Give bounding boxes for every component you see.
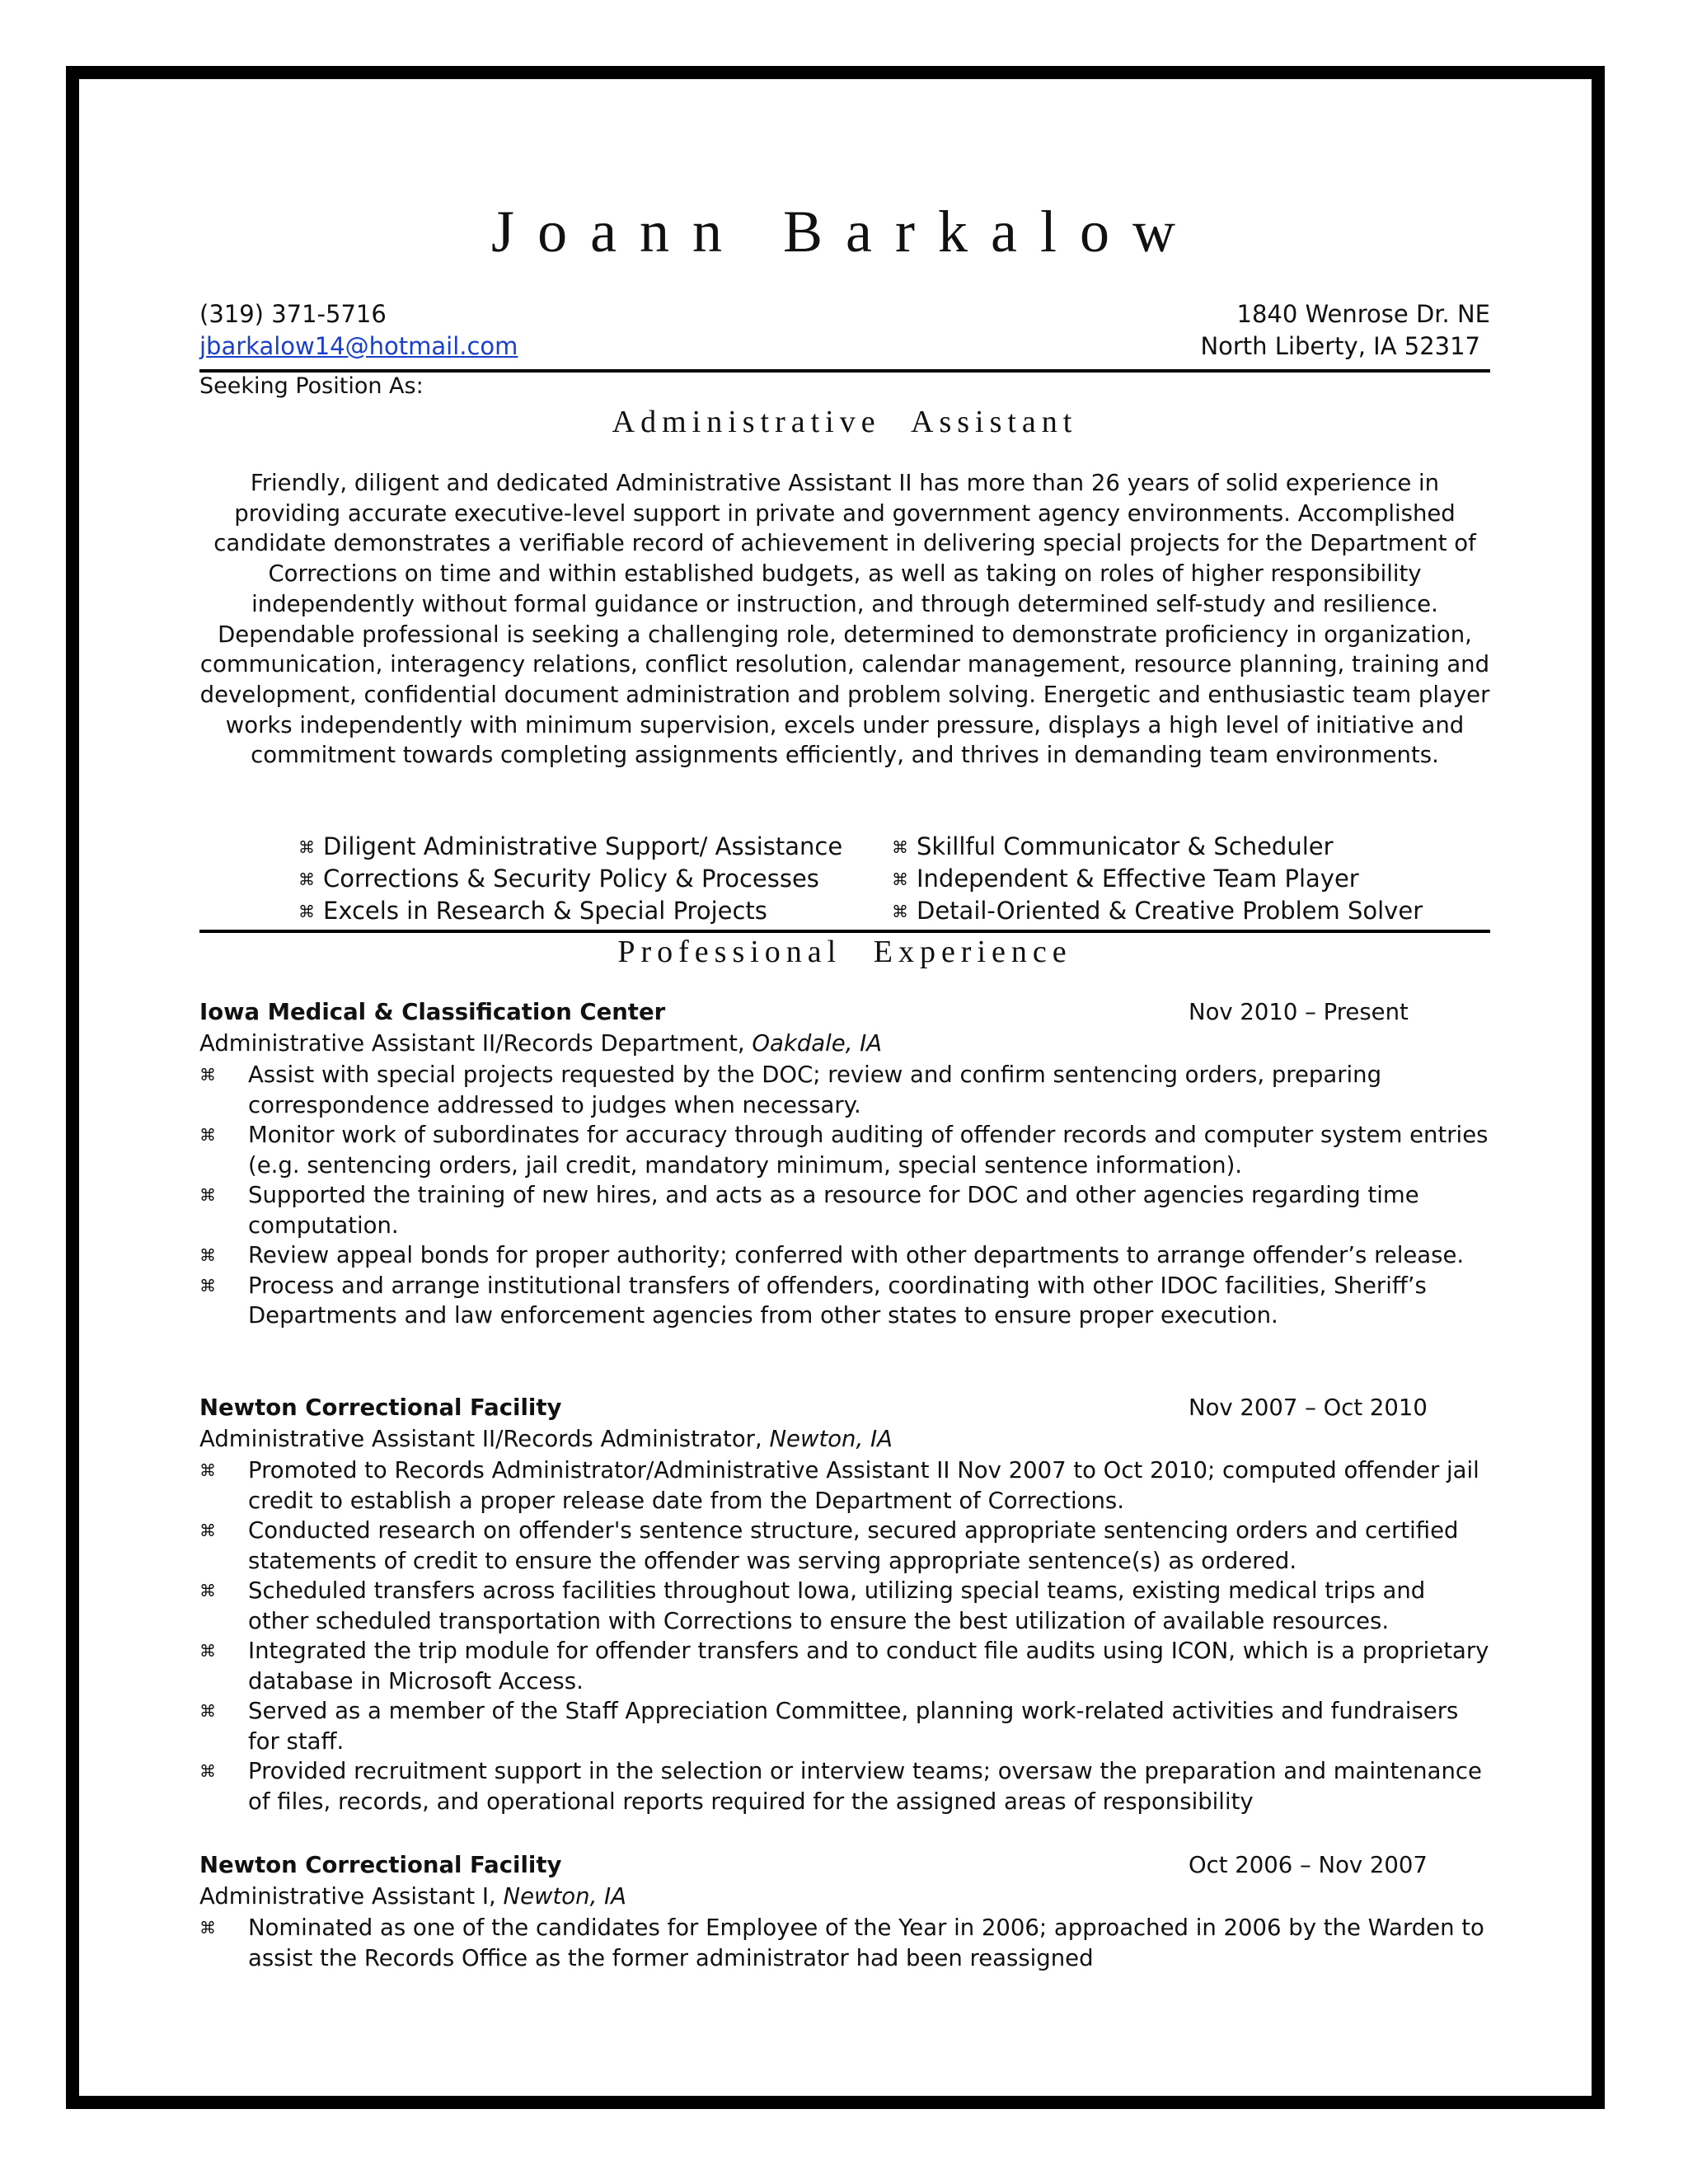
bullet-icon: ⌘ [199,1641,216,1661]
bullet-icon: ⌘ [892,837,908,857]
job-bullets [199,1913,1490,1973]
job-entry [199,1394,1490,1816]
employer-name: Newton Correctional Facility [199,1394,562,1421]
target-position-title: Administrative Assistant [612,405,1078,439]
list-item: ⌘ Assist with special projects requested by the DOC; review and confirm sentencing orders, preparing correspondence addressed to judges when necessary. [199,1062,1382,1118]
list-item: ⌘ Scheduled transfers across facilities throughout Iowa, utilizing special teams, existing medical trips and other scheduled transportation with Corrections to ensure the best utilization of available resources. [199,1577,1426,1634]
list-item: ⌘ Integrated the trip module for offender transfers and to conduct file audits using ICON, which is a proprietary database in Microsoft Access. [199,1638,1489,1694]
skill-item: ⌘ Skillful Communicator & Scheduler [892,831,1423,863]
skill-item: ⌘ Detail-Oriented & Creative Problem Solver [892,895,1423,927]
skill-item: ⌘ Independent & Effective Team Player [892,863,1423,895]
list-item: ⌘ Conducted research on offender's sentence structure, secured appropriate sentencing orders and certified statements of credit to ensure the offender was serving appropriate sentence(s) as ordered. [199,1517,1459,1574]
list-item: ⌘ Served as a member of the Staff Appreciation Committee, planning work-related activities and fundraisers for staff. [199,1698,1459,1755]
job-header [199,1394,1490,1426]
job-header [199,1852,1490,1883]
job-entry [199,999,1490,1331]
list-item: ⌘ Review appeal bonds for proper authority; conferred with other departments to arrange offender’s release. [199,1240,1490,1271]
job-title: Administrative Assistant I, [199,1883,496,1910]
bullet-icon: ⌘ [298,869,315,889]
list-item: ⌘ Provided recruitment support in the selection or interview teams; oversaw the preparation and maintenance of files, records, and operational reports required for the assigned areas of responsibility [199,1758,1482,1815]
employer-name: Iowa Medical & Classification Center [199,999,666,1025]
skill-item: ⌘ Diligent Administrative Support/ Assistance [298,831,842,863]
email-link[interactable]: jbarkalow14@hotmail.com [199,332,518,360]
bullet-icon: ⌘ [199,1918,216,1938]
bullet-icon: ⌘ [298,902,315,921]
list-item: ⌘ Supported the training of new hires, and acts as a resource for DOC and other agencies regarding time computation. [199,1182,1419,1239]
experience-title: Professional Experience [617,935,1072,969]
bullet-icon: ⌘ [199,1275,216,1296]
skill-item: ⌘ Excels in Research & Special Projects [298,895,842,927]
bullet-icon: ⌘ [199,1701,216,1721]
bullet-icon: ⌘ [298,837,315,857]
bullet-icon: ⌘ [199,1185,216,1205]
phone-number: (319) 371-5716 [199,300,387,328]
job-title: Administrative Assistant II/Records Department, [199,1030,745,1057]
job-location: Newton, IA [769,1426,893,1452]
job-bullets [199,1455,1490,1816]
seeking-label: Seeking Position As: [199,373,424,399]
address-line-2: North Liberty, IA 52317 [1200,332,1480,360]
job-dates: Nov 2007 – Oct 2010 [1189,1394,1428,1421]
bullet-icon: ⌘ [199,1125,216,1145]
bullet-icon: ⌘ [892,869,908,889]
contact-row-1 [199,300,1490,328]
address-line-1: 1840 Wenrose Dr. NE [1236,300,1490,328]
contact-row-2 [199,332,1490,360]
job-dates: Nov 2010 – Present [1189,999,1409,1025]
skills-list-left [298,831,842,927]
list-item: ⌘ Monitor work of subordinates for accuracy through auditing of offender records and computer system entries (e.g. sentencing orders, jail credit, mandatory minimum, special sentence information). [199,1122,1489,1179]
list-item: ⌘ Nominated as one of the candidates for Employee of the Year in 2006; approached in 2006 by the Warden to assist the Records Office as the former administrator had been reassigned [199,1915,1484,1971]
skills-list-right [892,831,1423,927]
job-bullets [199,1060,1490,1331]
experience-divider [199,930,1490,933]
job-location: Newton, IA [503,1883,626,1910]
bullet-icon: ⌘ [199,1245,216,1265]
bullet-icon: ⌘ [199,1761,216,1781]
list-item: ⌘ Process and arrange institutional transfers of offenders, coordinating with other IDOC facilities, Sheriff’s Departments and law enforcement agencies from other states to ensure proper execution. [199,1272,1427,1329]
skill-item: ⌘ Corrections & Security Policy & Processes [298,863,842,895]
job-entry [199,1852,1490,1973]
list-item: ⌘ Promoted to Records Administrator/Administrative Assistant II Nov 2007 to Oct 2010; computed offender jail credit to establish a proper release date from the Department of Corrections. [199,1457,1479,1514]
employer-name: Newton Correctional Facility [199,1852,562,1878]
bullet-icon: ⌘ [199,1581,216,1601]
job-role [199,1426,1490,1455]
bullet-icon: ⌘ [199,1521,216,1540]
bullet-icon: ⌘ [199,1460,216,1480]
header-divider [199,369,1490,373]
job-role [199,1030,1490,1060]
job-title: Administrative Assistant II/Records Administrator, [199,1426,762,1452]
candidate-name: Joann Barkalow [491,199,1198,265]
job-role [199,1883,1490,1913]
job-dates: Oct 2006 – Nov 2007 [1189,1852,1428,1878]
job-header [199,999,1490,1030]
job-location: Oakdale, IA [752,1030,883,1057]
bullet-icon: ⌘ [892,902,908,921]
bullet-icon: ⌘ [199,1065,216,1085]
professional-summary: Friendly, diligent and dedicated Administrative Assistant II has more than 26 years of solid experience in providing accurate executive-level support in private and government agency environments. Accomplished candidate demonstrates a verifiable record of achievement in delivering special projects for the Department of Corrections on time and within established budgets, as well as taking on roles of higher responsibility independently without formal guidance or instruction, and through determined self-study and resilience. Dependable professional is seeking a challenging role, determined to demonstrate proficiency in organization, communication, interagency relations, conflict resolution, calendar management, resource planning, training and development, confidential document administration and problem solving. Energetic and enthusiastic team player works independently with minimum supervision, excels under pressure, displays a high level of initiative and commitment towards completing assignments efficiently, and thrives in demanding team environments. [199,470,1490,769]
